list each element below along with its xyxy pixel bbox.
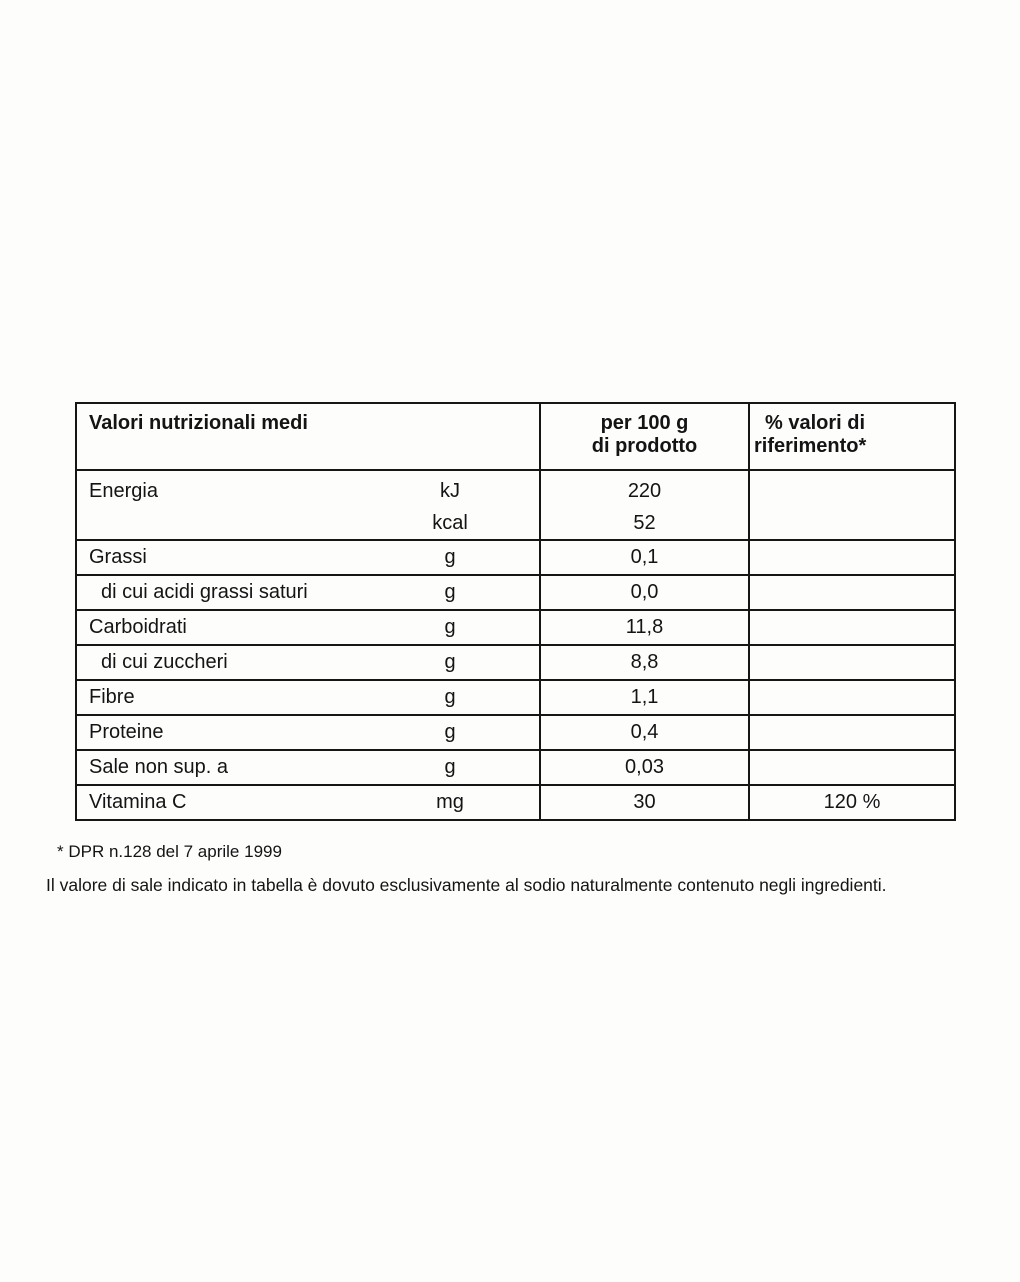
footnote-dpr-reference: * DPR n.128 del 7 aprile 1999 — [57, 842, 282, 861]
cell-value-grassi: 0,1 — [540, 540, 749, 575]
cell-ref-fibre — [749, 680, 955, 715]
table-row-energia — [76, 470, 955, 540]
nutrient-name: Sale non sup. a — [89, 756, 228, 778]
header-reference-line1: % valori di — [765, 412, 866, 434]
nutrient-unit: kJ — [440, 480, 460, 502]
cell-value-energia — [540, 470, 749, 540]
footnote-salt-note: Il valore di sale indicato in tabella è dovuto esclusivamente al sodio naturalmente contenuto negli ingredienti. — [46, 875, 887, 895]
cell-value-zuccheri: 8,8 — [540, 645, 749, 680]
cell-label-saturi — [76, 575, 540, 610]
nutrient-name: Vitamina C — [89, 791, 187, 813]
nutrient-name: Energia — [89, 480, 158, 502]
cell-ref-grassi — [749, 540, 955, 575]
cell-ref-sale — [749, 750, 955, 785]
table-header-row — [76, 403, 955, 470]
nutrient-unit: g — [444, 581, 456, 603]
cell-value-carboidrati: 11,8 — [540, 610, 749, 645]
cell-value-sale: 0,03 — [540, 750, 749, 785]
table-row-fibre — [76, 680, 955, 715]
nutrient-unit: g — [444, 546, 456, 568]
header-reference-values — [749, 403, 955, 470]
cell-label-carboidrati — [76, 610, 540, 645]
header-per-100g-line1: per 100 g — [600, 412, 689, 434]
nutrient-unit: g — [444, 686, 456, 708]
table-row-zuccheri — [76, 645, 955, 680]
cell-label-vitamina-c — [76, 785, 540, 820]
cell-label-proteine — [76, 715, 540, 750]
nutrition-table — [75, 402, 956, 821]
nutrient-name: Carboidrati — [89, 616, 187, 638]
header-nutrients: Valori nutrizionali medi — [76, 403, 540, 470]
table-row-vitamina-c — [76, 785, 955, 820]
value-kj: 220 — [627, 480, 662, 502]
cell-value-proteine: 0,4 — [540, 715, 749, 750]
nutrient-name: Fibre — [89, 686, 135, 708]
cell-value-vitamina-c: 30 — [540, 785, 749, 820]
cell-ref-vitamina-c: 120 % — [749, 785, 955, 820]
header-per-100g-line2: di prodotto — [591, 435, 698, 457]
nutrient-name: Grassi — [89, 546, 147, 568]
nutrient-unit: g — [444, 721, 456, 743]
nutrient-unit-kcal: kcal — [432, 512, 468, 534]
nutrient-name: Proteine — [89, 721, 164, 743]
value-kcal: 52 — [633, 512, 656, 534]
cell-ref-zuccheri — [749, 645, 955, 680]
table-row-sale — [76, 750, 955, 785]
cell-label-sale — [76, 750, 540, 785]
cell-ref-carboidrati — [749, 610, 955, 645]
cell-ref-proteine — [749, 715, 955, 750]
cell-label-fibre — [76, 680, 540, 715]
cell-ref-saturi — [749, 575, 955, 610]
table-row-carboidrati — [76, 610, 955, 645]
nutrient-unit: g — [444, 616, 456, 638]
table-row-proteine — [76, 715, 955, 750]
nutrient-unit: g — [444, 756, 456, 778]
cell-ref-energia — [749, 470, 955, 540]
nutrient-name: di cui zuccheri — [101, 651, 228, 673]
table-row-grassi — [76, 540, 955, 575]
nutrient-name: di cui acidi grassi saturi — [101, 581, 308, 603]
cell-label-grassi — [76, 540, 540, 575]
cell-value-saturi: 0,0 — [540, 575, 749, 610]
nutrient-unit: mg — [436, 791, 464, 813]
header-per-100g — [540, 403, 749, 470]
cell-label-energia — [76, 470, 540, 540]
table-row-saturi — [76, 575, 955, 610]
header-reference-line2: riferimento* — [754, 435, 867, 457]
cell-value-fibre: 1,1 — [540, 680, 749, 715]
cell-label-zuccheri — [76, 645, 540, 680]
nutrient-unit: g — [444, 651, 456, 673]
